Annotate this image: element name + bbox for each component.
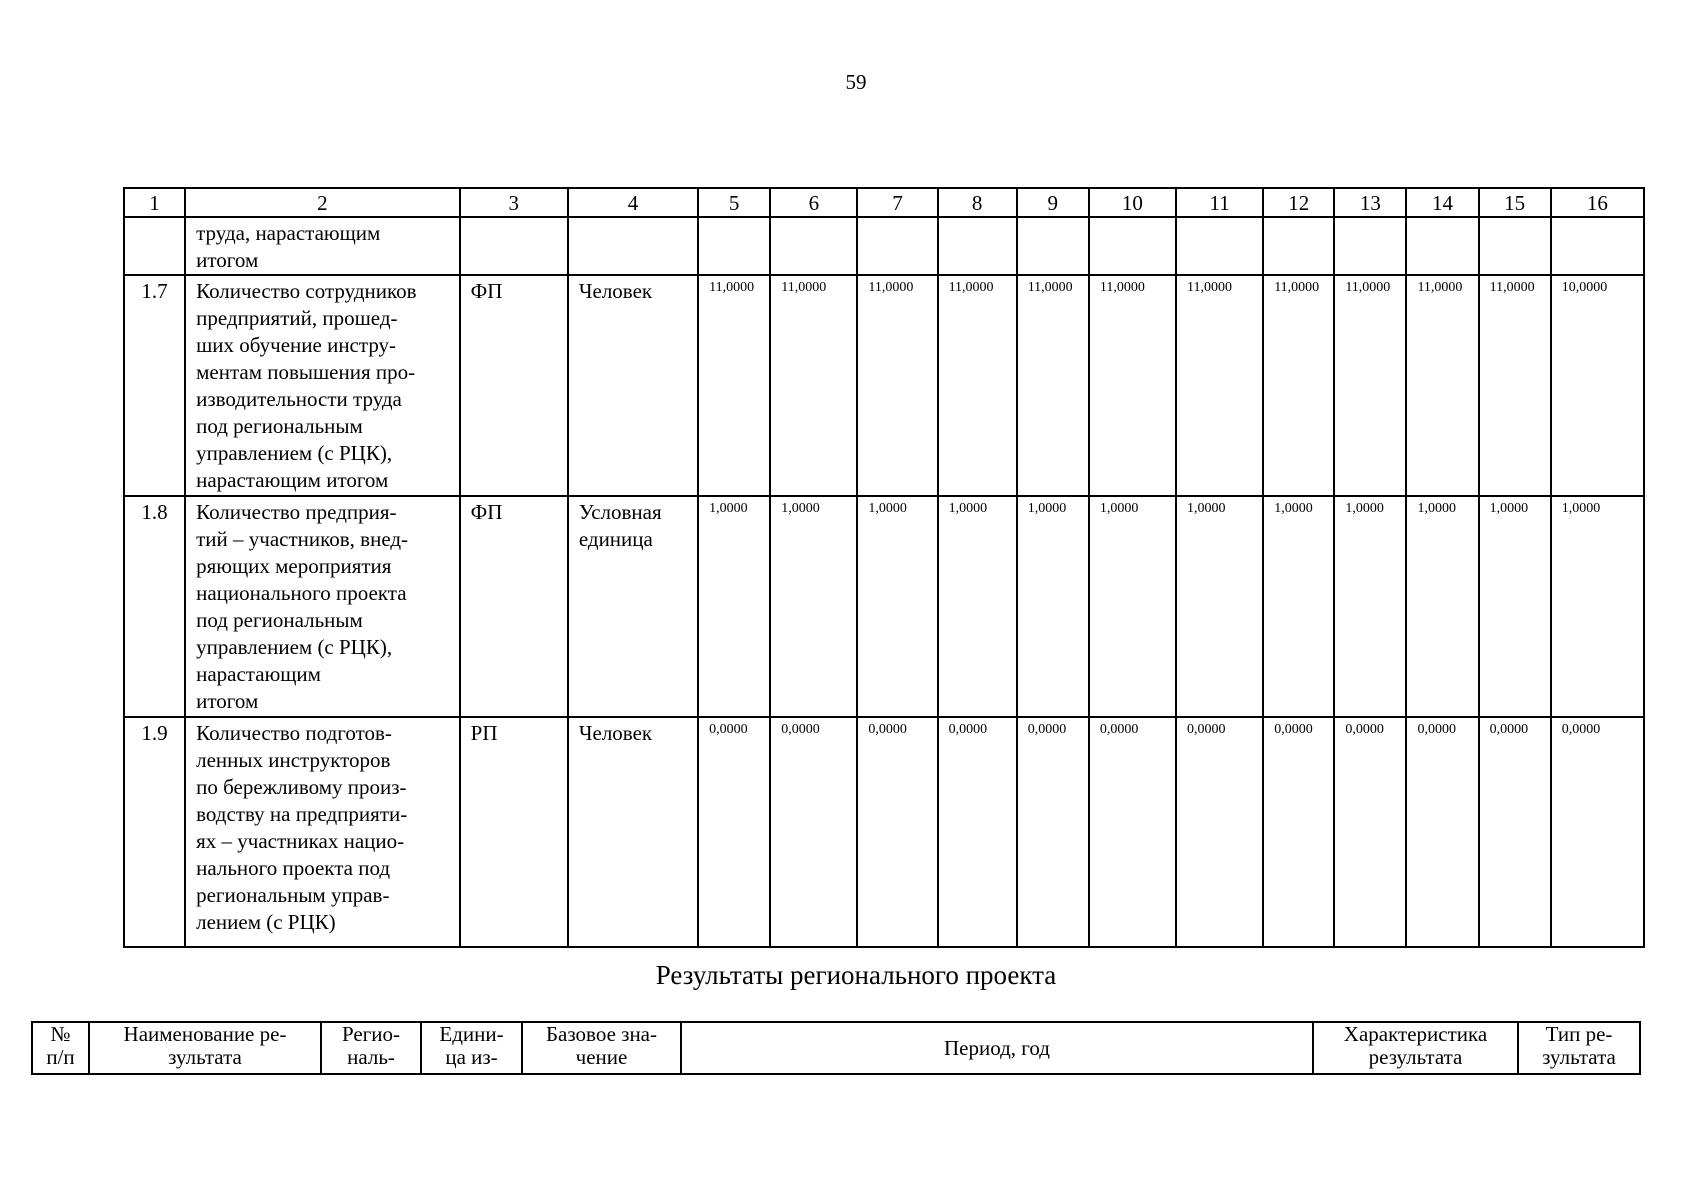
value-cell: 0,0000 xyxy=(938,717,1017,947)
value-cell: 0,0000 xyxy=(1176,717,1263,947)
value-cell: 11,0000 xyxy=(770,275,857,496)
header-line: Регио- xyxy=(341,1022,401,1046)
unit-cell xyxy=(568,496,698,717)
column-number-cell: 12 xyxy=(1263,188,1334,217)
source-cell: ФП xyxy=(460,496,568,717)
header-line: Едини- xyxy=(439,1022,504,1046)
value-cell: 1,0000 xyxy=(1176,496,1263,717)
header-line: Базовое зна- xyxy=(546,1022,657,1046)
empty-cell xyxy=(938,217,1017,275)
value-cell: 1,0000 xyxy=(1263,496,1334,717)
value-cell: 1,0000 xyxy=(698,496,770,717)
column-number-cell: 10 xyxy=(1089,188,1176,217)
empty-cell xyxy=(1479,217,1551,275)
empty-cell xyxy=(1551,217,1644,275)
unit-cell xyxy=(568,275,698,496)
name-line: итогом xyxy=(196,248,259,272)
value-cell: 1,0000 xyxy=(1334,496,1406,717)
value-cell: 0,0000 xyxy=(770,717,857,947)
header-line: № xyxy=(50,1022,71,1046)
name-line: региональным управ- xyxy=(196,883,390,907)
empty-cell xyxy=(1263,217,1334,275)
results-header-cell xyxy=(522,1022,681,1074)
column-number-cell: 14 xyxy=(1406,188,1478,217)
header-line: зультата xyxy=(168,1045,242,1069)
indicator-name xyxy=(185,717,460,947)
column-number-cell: 13 xyxy=(1334,188,1406,217)
header-line: чение xyxy=(575,1045,628,1069)
indicator-name xyxy=(185,275,460,496)
header-line: ца из- xyxy=(445,1045,498,1069)
column-number-row xyxy=(124,188,1644,217)
empty-cell xyxy=(1176,217,1263,275)
source-cell: ФП xyxy=(460,275,568,496)
column-number-cell: 3 xyxy=(460,188,568,217)
section-title-text: Результаты регионального проекта xyxy=(655,960,1057,990)
empty-cell xyxy=(698,217,770,275)
header-line: результата xyxy=(1368,1045,1463,1069)
header-line: наль- xyxy=(347,1045,395,1069)
value-cell: 11,0000 xyxy=(1017,275,1089,496)
column-number-cell: 6 xyxy=(770,188,857,217)
name-line: труда, нарастающим xyxy=(196,221,381,245)
header-line: Период, год xyxy=(944,1035,1050,1060)
name-line: ях – участниках нацио- xyxy=(196,829,405,853)
name-line: управлением (с РЦК), xyxy=(196,441,393,465)
results-header-cell xyxy=(89,1022,321,1074)
results-header-cell xyxy=(32,1022,89,1074)
value-cell: 1,0000 xyxy=(938,496,1017,717)
empty-cell xyxy=(568,217,698,275)
name-line: Количество предприя- xyxy=(196,500,397,524)
empty-cell xyxy=(770,217,857,275)
name-line: под региональным xyxy=(196,608,363,632)
value-cell: 11,0000 xyxy=(1089,275,1176,496)
unit-line: Человек xyxy=(578,721,653,745)
header-line: зультата xyxy=(1542,1045,1616,1069)
column-number-cell: 2 xyxy=(185,188,460,217)
name-line: нарастающим итогом xyxy=(196,468,389,492)
column-number-cell: 4 xyxy=(568,188,698,217)
name-line: Количество сотрудников xyxy=(196,279,417,303)
value-cell: 0,0000 xyxy=(1017,717,1089,947)
name-line: ряющих мероприятия xyxy=(196,554,392,578)
name-line: ленных инструкторов xyxy=(196,748,391,772)
empty-cell xyxy=(460,217,568,275)
value-cell: 1,0000 xyxy=(857,496,937,717)
header-line: п/п xyxy=(46,1045,75,1069)
value-cell: 0,0000 xyxy=(698,717,770,947)
name-line: нарастающим xyxy=(196,662,321,686)
column-number-cell: 15 xyxy=(1479,188,1551,217)
results-header-cell xyxy=(321,1022,421,1074)
value-cell: 0,0000 xyxy=(1406,717,1478,947)
results-header-row xyxy=(32,1022,1640,1074)
value-cell: 11,0000 xyxy=(938,275,1017,496)
value-cell: 11,0000 xyxy=(857,275,937,496)
value-cell: 11,0000 xyxy=(698,275,770,496)
name-line: изводительности труда xyxy=(196,387,402,411)
name-line: итогом xyxy=(196,689,259,713)
value-cell: 11,0000 xyxy=(1479,275,1551,496)
name-line: управлением (с РЦК), xyxy=(196,635,393,659)
value-cell: 1,0000 xyxy=(1089,496,1176,717)
value-cell: 1,0000 xyxy=(1479,496,1551,717)
row-number xyxy=(124,217,185,275)
source-cell: РП xyxy=(460,717,568,947)
unit-line: единица xyxy=(578,527,653,551)
value-cell: 11,0000 xyxy=(1263,275,1334,496)
name-line: ших обучение инстру- xyxy=(196,333,397,357)
value-cell: 1,0000 xyxy=(770,496,857,717)
value-cell: 0,0000 xyxy=(1551,717,1644,947)
table-row xyxy=(124,717,1644,947)
unit-cell xyxy=(568,717,698,947)
value-cell: 0,0000 xyxy=(1479,717,1551,947)
section-title xyxy=(0,960,1697,991)
value-cell: 1,0000 xyxy=(1551,496,1644,717)
results-table xyxy=(31,1021,1641,1075)
indicator-name xyxy=(185,496,460,717)
results-header-cell xyxy=(421,1022,522,1074)
value-cell: 11,0000 xyxy=(1176,275,1263,496)
row-number: 1.8 xyxy=(124,496,185,717)
page-number: 59 xyxy=(845,70,867,94)
column-number-cell: 7 xyxy=(857,188,937,217)
header-line: Наименование ре- xyxy=(123,1022,287,1046)
indicators-table xyxy=(123,187,1645,948)
empty-cell xyxy=(1017,217,1089,275)
name-line: национального проекта xyxy=(196,581,407,605)
name-line: ментам повышения про- xyxy=(196,360,416,384)
column-number-cell: 5 xyxy=(698,188,770,217)
table-row xyxy=(124,217,1644,275)
column-number-cell: 8 xyxy=(938,188,1017,217)
results-header-cell xyxy=(1518,1022,1640,1074)
value-cell: 0,0000 xyxy=(1089,717,1176,947)
name-line: предприятий, прошед- xyxy=(196,306,398,330)
empty-cell xyxy=(857,217,937,275)
value-cell: 0,0000 xyxy=(1334,717,1406,947)
column-number-cell: 9 xyxy=(1017,188,1089,217)
column-number-cell: 16 xyxy=(1551,188,1644,217)
indicator-name xyxy=(185,217,460,275)
value-cell: 1,0000 xyxy=(1406,496,1478,717)
row-number: 1.9 xyxy=(124,717,185,947)
unit-line: Человек xyxy=(578,279,653,303)
name-line: лением (с РЦК) xyxy=(196,910,336,934)
empty-cell xyxy=(1089,217,1176,275)
value-cell: 11,0000 xyxy=(1406,275,1478,496)
results-header-cell xyxy=(681,1022,1313,1074)
value-cell: 0,0000 xyxy=(857,717,937,947)
empty-cell xyxy=(1406,217,1478,275)
column-number-cell: 11 xyxy=(1176,188,1263,217)
name-line: под региональным xyxy=(196,414,363,438)
name-line: по бережливому произ- xyxy=(196,775,407,799)
empty-cell xyxy=(1334,217,1406,275)
row-number: 1.7 xyxy=(124,275,185,496)
value-cell: 10,0000 xyxy=(1551,275,1644,496)
unit-line: Условная xyxy=(578,500,662,524)
header-line: Тип ре- xyxy=(1545,1022,1613,1046)
name-line: водству на предприяти- xyxy=(196,802,408,826)
column-number-cell: 1 xyxy=(124,188,185,217)
value-cell: 1,0000 xyxy=(1017,496,1089,717)
results-header-cell xyxy=(1313,1022,1518,1074)
header-line: Характеристика xyxy=(1343,1022,1488,1046)
name-line: Количество подготов- xyxy=(196,721,392,745)
table-row xyxy=(124,275,1644,496)
value-cell: 11,0000 xyxy=(1334,275,1406,496)
name-line: нального проекта под xyxy=(196,856,391,880)
value-cell: 0,0000 xyxy=(1263,717,1334,947)
table-row xyxy=(124,496,1644,717)
name-line: тий – участников, внед- xyxy=(196,527,409,551)
